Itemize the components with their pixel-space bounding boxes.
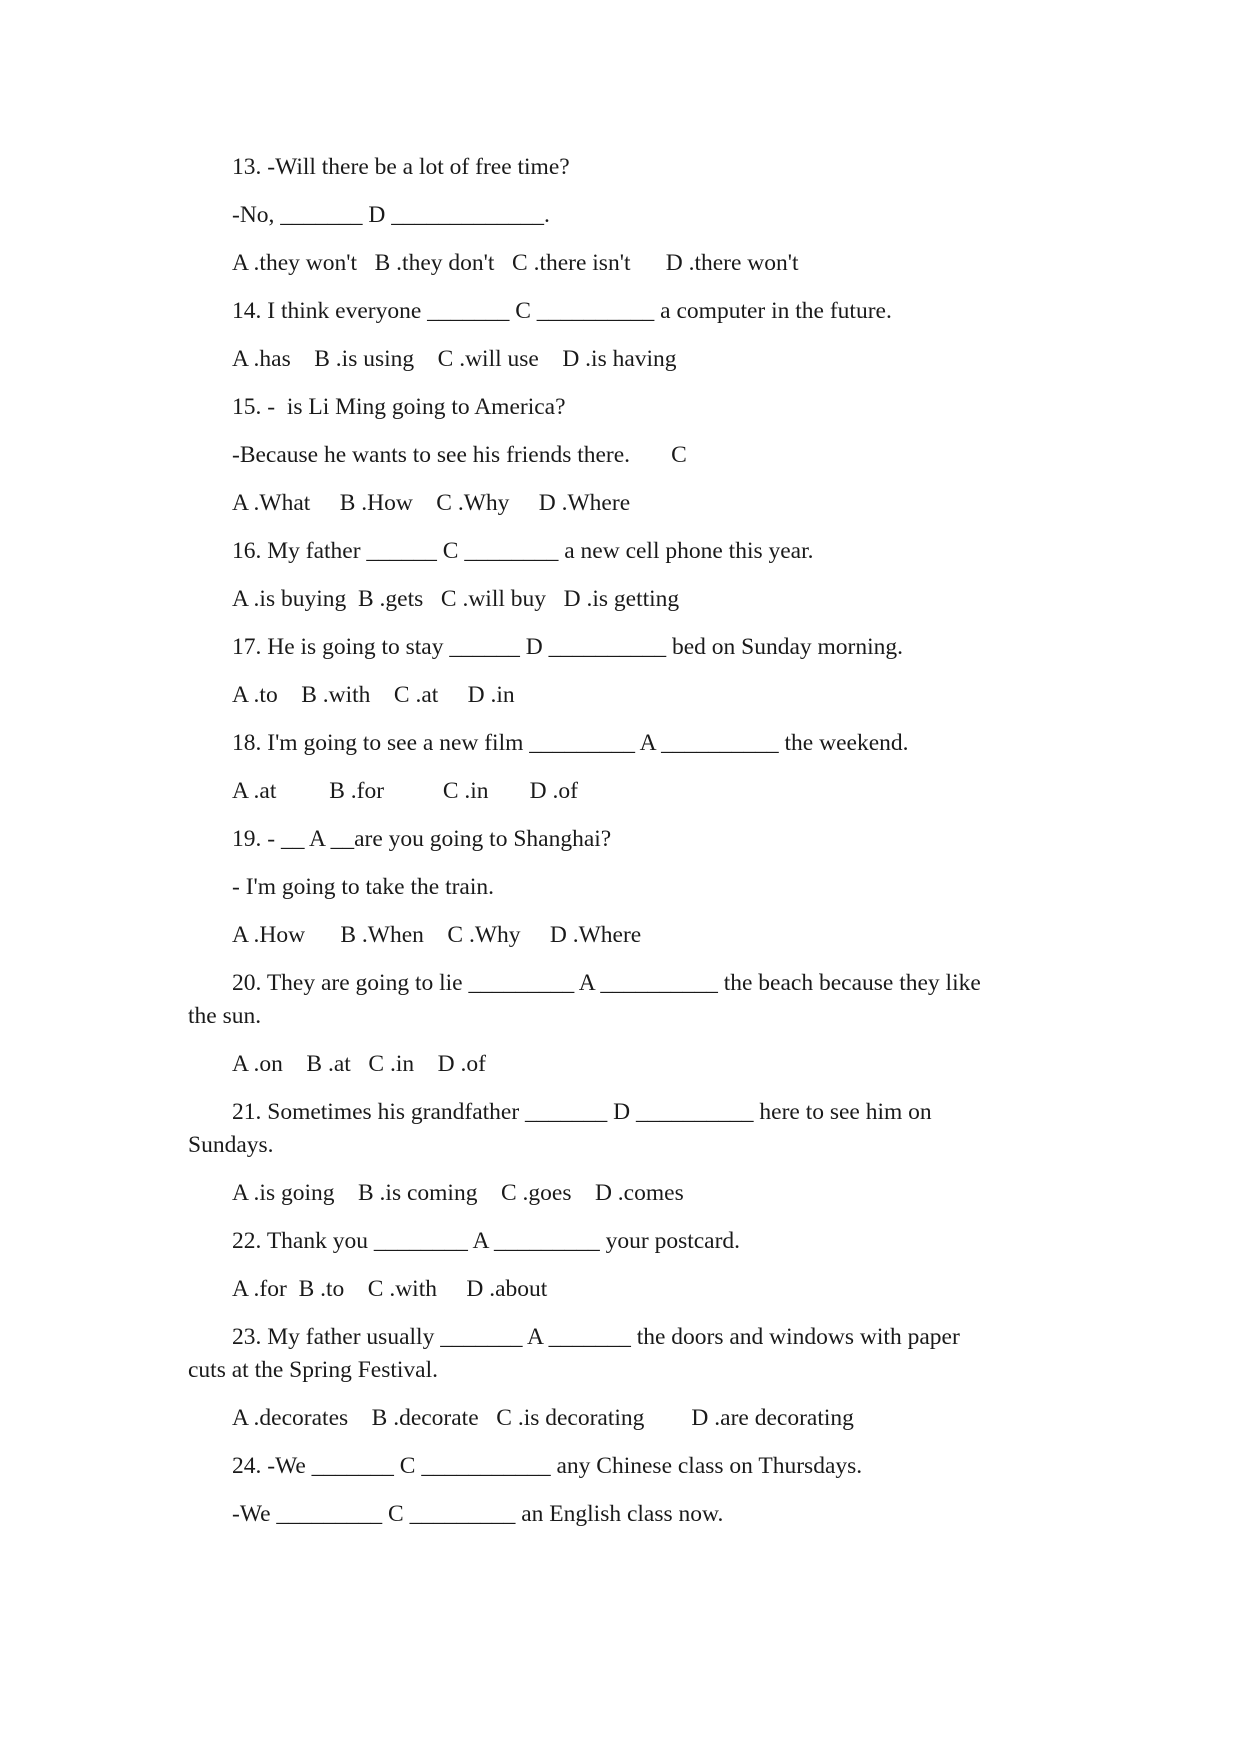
question-15-options: A .What B .How C .Why D .Where	[232, 490, 631, 516]
question-13-options: A .they won't B .they don't C .there isn't D .there won't	[232, 250, 799, 276]
question-20-stem-continued: the sun.	[188, 1003, 262, 1029]
question-23-options: A .decorates B .decorate C .is decorating D .are decorating	[232, 1405, 854, 1431]
question-21-stem: 21. Sometimes his grandfather _______ D __________ here to see him on	[232, 1099, 932, 1125]
question-22-stem: 22. Thank you ________ A _________ your postcard.	[232, 1228, 741, 1254]
question-18-options: A .at B .for C .in D .of	[232, 778, 578, 804]
question-20-options: A .on B .at C .in D .of	[232, 1051, 486, 1077]
question-23-stem-continued: cuts at the Spring Festival.	[188, 1357, 438, 1383]
question-16-options: A .is buying B .gets C .will buy D .is getting	[232, 586, 680, 612]
question-18-stem: 18. I'm going to see a new film _________ A __________ the weekend.	[232, 730, 909, 756]
question-15-reply: -Because he wants to see his friends there. C	[232, 442, 687, 468]
question-17-stem: 17. He is going to stay ______ D __________ bed on Sunday morning.	[232, 634, 904, 660]
question-24-stem: 24. -We _______ C ___________ any Chinese class on Thursdays.	[232, 1453, 863, 1479]
question-14-stem: 14. I think everyone _______ C __________ a computer in the future.	[232, 298, 892, 324]
question-24-reply: -We _________ C _________ an English class now.	[232, 1501, 724, 1527]
question-14-options: A .has B .is using C .will use D .is having	[232, 346, 677, 372]
question-21-stem-continued: Sundays.	[188, 1132, 274, 1158]
question-22-options: A .for B .to C .with D .about	[232, 1276, 548, 1302]
question-17-options: A .to B .with C .at D .in	[232, 682, 515, 708]
question-20-stem: 20. They are going to lie _________ A __________ the beach because they like	[232, 970, 981, 996]
question-15-stem: 15. - is Li Ming going to America?	[232, 394, 566, 420]
question-16-stem: 16. My father ______ C ________ a new cell phone this year.	[232, 538, 814, 564]
question-19-reply: - I'm going to take the train.	[232, 874, 495, 900]
question-13-reply: -No, _______ D _____________.	[232, 202, 550, 228]
question-13-stem: 13. -Will there be a lot of free time?	[232, 154, 570, 180]
question-23-stem: 23. My father usually _______ A _______ the doors and windows with paper	[232, 1324, 960, 1350]
question-19-stem: 19. - __ A __are you going to Shanghai?	[232, 826, 612, 852]
question-19-options: A .How B .When C .Why D .Where	[232, 922, 642, 948]
question-21-options: A .is going B .is coming C .goes D .comes	[232, 1180, 684, 1206]
